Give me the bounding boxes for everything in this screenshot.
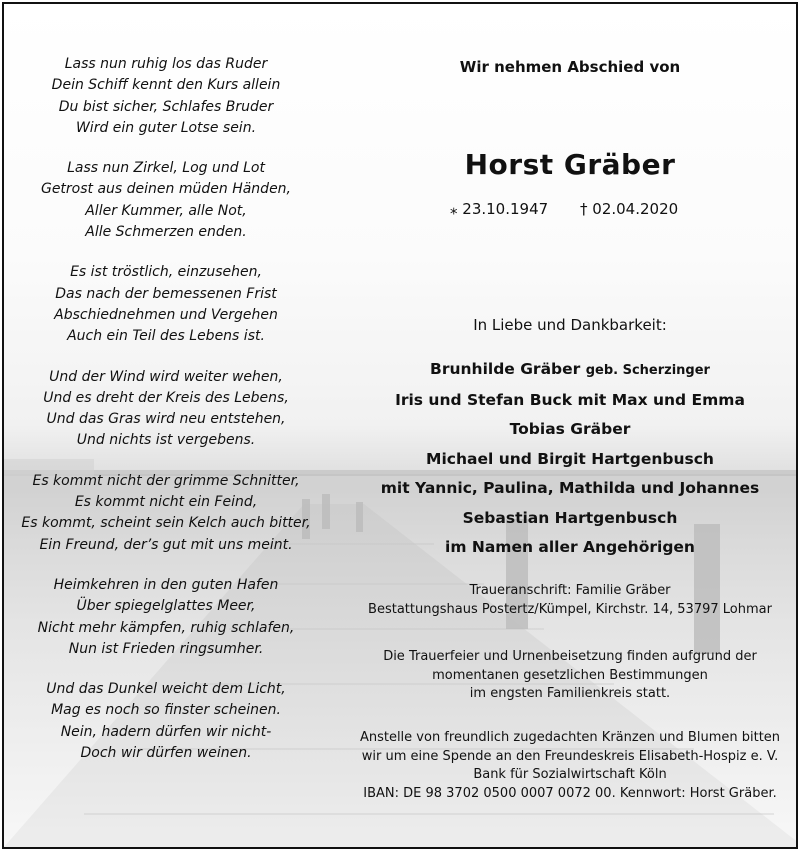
headline: Wir nehmen Abschied von	[459, 58, 681, 76]
donation-line: wir um eine Spende an den Freundeskreis Elisabeth-Hospiz e. V.	[361, 748, 779, 764]
donation-line: IBAN: DE 98 3702 0500 0007 0072 00. Kennwort: Horst Gräber.	[363, 785, 777, 801]
maiden-name: geb. Scherzinger	[585, 363, 710, 378]
family-member: Michael und Birgit Hartgenbusch	[426, 449, 714, 468]
poem-line: Und der Wind wird weiter wehen,	[49, 368, 283, 385]
donation-line: Anstelle von freundlich zugedachten Kränzen und Blumen bitten	[359, 730, 781, 745]
poem-line: Nein, hadern dürfen wir nicht-	[60, 723, 272, 740]
poem	[18, 54, 314, 783]
poem-line: Lass nun Zirkel, Log und Lot	[67, 160, 265, 177]
poem-line: Es kommt nicht der grimme Schnitter,	[32, 472, 300, 489]
donation-line: Bank für Sozialwirtschaft Köln	[473, 767, 667, 782]
poem-line: Heimkehren in den guten Hafen	[53, 576, 279, 593]
death-date-group	[580, 200, 678, 218]
obituary-card	[2, 2, 798, 849]
poem-line: Und das Gras wird neu entstehen,	[46, 411, 286, 428]
poem-line: Wird ein guter Lotse sein.	[75, 119, 257, 136]
poem-line: Es ist tröstlich, einzusehen,	[70, 264, 262, 281]
birth-date: 23.10.1947	[462, 200, 549, 218]
poem-line: Ein Freund, der’s gut mit uns meint.	[39, 536, 293, 553]
poem-line: Doch wir dürfen weinen.	[80, 745, 252, 762]
ceremony-line: Die Trauerfeier und Urnenbeisetzung finden aufgrund der	[383, 649, 757, 664]
poem-stanza	[18, 367, 314, 452]
poem-line: Und das Dunkel weicht dem Licht,	[46, 681, 286, 698]
poem-line: Lass nun ruhig los das Ruder	[64, 56, 268, 72]
family-member: Tobias Gräber	[509, 420, 631, 438]
notice-column	[350, 52, 790, 801]
poem-line: Und es dreht der Kreis des Lebens,	[43, 389, 289, 406]
family-member	[350, 355, 790, 386]
poem-line: Nicht mehr kämpfen, ruhig schlafen,	[37, 619, 295, 636]
cross-icon: †	[580, 200, 588, 218]
address-line: Bestattungshaus Postertz/Kümpel, Kirchstr. 14, 53797 Lohmar	[368, 601, 772, 617]
family-member-name: Brunhilde Gräber	[430, 360, 581, 378]
ceremony-note	[350, 648, 790, 704]
poem-line: Über spiegelglattes Meer,	[76, 598, 256, 615]
family-member: im Namen aller Angehörigen	[445, 538, 695, 556]
donation-note	[350, 729, 790, 803]
poem-stanza	[18, 54, 314, 139]
poem-line: Du bist sicher, Schlafes Bruder	[58, 98, 274, 115]
ceremony-line: momentanen gesetzlichen Bestimmungen	[432, 667, 708, 683]
poem-line: Getrost aus deinen müden Händen,	[40, 181, 292, 198]
poem-line: Das nach der bemessenen Frist	[55, 285, 277, 302]
birth-star-icon: ⁎	[450, 200, 458, 218]
poem-line: Abschiednehmen und Vergehen	[54, 306, 278, 323]
ceremony-line: im engsten Familienkreis statt.	[469, 686, 671, 701]
poem-line: Dein Schiff kennt den Kurs allein	[51, 77, 281, 94]
family-member: Iris und Stefan Buck mit Max und Emma	[395, 390, 745, 409]
poem-stanza	[18, 471, 314, 556]
deceased-name: Horst Gräber	[464, 148, 676, 181]
poem-stanza	[18, 158, 314, 243]
poem-line: Aller Kummer, alle Not,	[85, 202, 247, 219]
family-member: mit Yannic, Paulina, Mathilda und Johannes	[380, 479, 760, 497]
poem-line: Es kommt nicht ein Feind,	[74, 494, 258, 511]
poem-stanza	[18, 575, 314, 660]
poem-line: Auch ein Teil des Lebens ist.	[67, 328, 265, 345]
family-list	[350, 355, 790, 563]
mourning-address	[350, 582, 790, 619]
poem-line: Es kommt, scheint sein Kelch auch bitter,	[21, 515, 311, 532]
poem-line: Alle Schmerzen enden.	[85, 224, 247, 241]
poem-line: Nun ist Frieden ringsumher.	[68, 640, 264, 657]
family-member: Sebastian Hartgenbusch	[462, 508, 678, 527]
poem-line: Und nichts ist vergebens.	[76, 432, 256, 449]
poem-stanza	[18, 262, 314, 347]
address-line: Traueranschrift: Familie Gräber	[469, 583, 671, 598]
thanks-line: In Liebe und Dankbarkeit:	[473, 316, 667, 334]
death-date: 02.04.2020	[592, 200, 679, 218]
birth-date-group	[450, 200, 548, 218]
poem-stanza	[18, 679, 314, 764]
poem-line: Mag es noch so finster scheinen.	[51, 702, 281, 719]
